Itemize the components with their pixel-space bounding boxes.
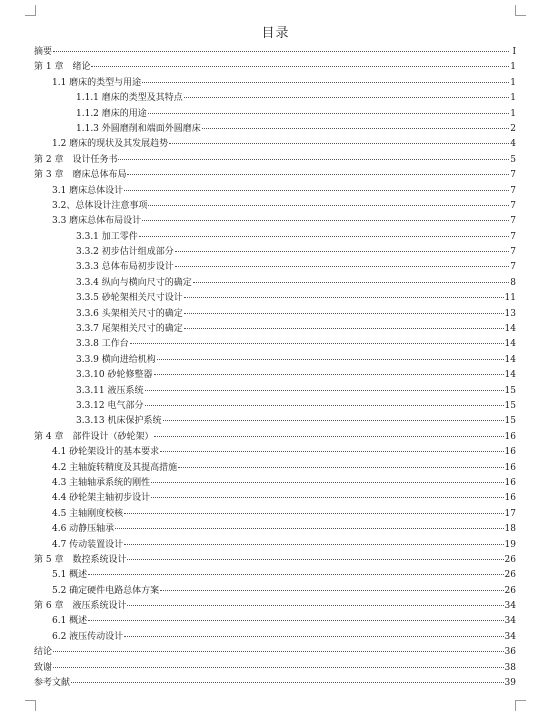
toc-entry-label: 1.1.2 磨床的用途 — [76, 108, 147, 119]
table-of-contents — [34, 45, 516, 691]
toc-entry[interactable] — [34, 260, 516, 275]
toc-entry-page-number: 1 — [510, 77, 516, 88]
dot-leader — [160, 451, 503, 452]
toc-entry[interactable] — [34, 368, 516, 383]
dot-leader — [53, 667, 504, 668]
dot-leader — [139, 236, 509, 237]
toc-entry-label: 致谢 — [34, 662, 53, 673]
toc-entry[interactable] — [34, 584, 516, 599]
toc-entry[interactable] — [34, 414, 516, 429]
toc-entry[interactable] — [34, 384, 516, 399]
toc-entry-page-number: 34 — [504, 631, 516, 642]
dot-leader — [169, 143, 509, 144]
toc-entry-page-number: 14 — [504, 339, 516, 350]
toc-entry-page-number: 7 — [510, 247, 516, 258]
toc-entry[interactable] — [34, 307, 516, 322]
toc-entry-label: 6.1 概述 — [52, 616, 88, 627]
toc-entry-page-number: 39 — [504, 678, 516, 689]
toc-entry[interactable] — [34, 476, 516, 491]
toc-entry-label: 第 3 章 磨床总体布局 — [34, 170, 127, 181]
dot-leader — [184, 328, 504, 329]
toc-entry-label: 4.7 传动装置设计 — [52, 539, 124, 550]
toc-entry-label: 参考文献 — [34, 678, 71, 689]
toc-entry[interactable] — [34, 76, 516, 91]
toc-entry[interactable] — [34, 184, 516, 199]
toc-entry-label: 摘要 — [34, 47, 53, 57]
toc-entry-page-number: 7 — [510, 185, 516, 196]
toc-entry-label: 1.1.1 磨床的类型及其特点 — [76, 93, 183, 104]
toc-entry[interactable] — [34, 507, 516, 522]
toc-entry-page-number: 14 — [504, 370, 516, 381]
toc-entry-page-number: 15 — [504, 385, 516, 396]
toc-entry[interactable] — [34, 461, 516, 476]
dot-leader — [88, 620, 503, 621]
toc-entry[interactable] — [34, 399, 516, 414]
toc-entry-label: 3.3.13 机床保护系统 — [76, 416, 162, 427]
toc-entry[interactable] — [34, 214, 516, 229]
toc-entry[interactable] — [34, 553, 516, 568]
dot-leader — [160, 590, 503, 591]
toc-entry[interactable] — [34, 276, 516, 291]
dot-leader — [184, 313, 504, 314]
toc-entry-label: 3.3.3 总体布局初步设计 — [76, 262, 174, 273]
dot-leader — [145, 405, 504, 406]
toc-entry[interactable] — [34, 630, 516, 645]
toc-entry[interactable] — [34, 91, 516, 106]
toc-entry-page-number: I — [512, 47, 516, 57]
toc-entry-page-number: 14 — [504, 354, 516, 365]
toc-entry-label: 4.4 砂轮架主轴初步设计 — [52, 493, 151, 504]
toc-entry[interactable] — [34, 568, 516, 583]
toc-entry-label: 3.3.4 纵向与横向尺寸的确定 — [76, 277, 192, 288]
toc-entry-page-number: 16 — [504, 431, 516, 442]
dot-leader — [124, 190, 509, 191]
toc-entry-label: 3.3.1 加工零件 — [76, 231, 138, 242]
toc-entry[interactable] — [34, 522, 516, 537]
toc-entry-label: 结论 — [34, 647, 53, 658]
page-corner-mark-top-left — [25, 5, 36, 16]
toc-entry-page-number: 11 — [504, 293, 516, 304]
toc-entry-label: 3.3.2 初步估计组成部分 — [76, 247, 174, 258]
dot-leader — [184, 297, 504, 298]
toc-entry-label: 3.3.12 电气部分 — [76, 400, 144, 411]
toc-entry-label: 6.2 液压传动设计 — [52, 631, 124, 642]
toc-entry-label: 第 2 章 设计任务书 — [34, 154, 118, 165]
toc-entry-label: 4.6 动静压轴承 — [52, 524, 115, 535]
toc-entry-page-number: 16 — [504, 477, 516, 488]
toc-entry-label: 5.1 概述 — [52, 570, 88, 581]
dot-leader — [157, 359, 504, 360]
toc-entry-page-number: 34 — [504, 616, 516, 627]
toc-entry[interactable] — [34, 430, 516, 445]
toc-entry-label: 4.3 主轴轴承系统的刚性 — [52, 477, 151, 488]
toc-entry-label: 3.1 磨床总体设计 — [52, 185, 124, 196]
toc-entry-page-number: 4 — [510, 139, 516, 150]
dot-leader — [53, 651, 504, 652]
toc-entry-page-number: 16 — [504, 493, 516, 504]
toc-entry-page-number: 34 — [504, 601, 516, 612]
toc-entry[interactable] — [34, 322, 516, 337]
dot-leader — [71, 682, 504, 683]
toc-entry[interactable] — [34, 107, 516, 122]
toc-entry[interactable] — [34, 122, 516, 137]
toc-entry-label: 第 6 章 液压系统设计 — [34, 601, 127, 612]
dot-leader — [127, 605, 503, 606]
toc-entry-page-number: 17 — [504, 508, 516, 519]
toc-entry-label: 5.2 确定硬件电路总体方案 — [52, 585, 160, 596]
toc-entry[interactable] — [34, 491, 516, 506]
dot-leader — [91, 66, 509, 67]
toc-entry-page-number: 19 — [504, 539, 516, 550]
toc-entry-label: 3.3.11 液压系统 — [76, 385, 144, 396]
toc-entry[interactable] — [34, 230, 516, 245]
toc-entry[interactable] — [34, 614, 516, 629]
toc-entry[interactable] — [34, 45, 516, 60]
toc-entry-page-number: 1 — [510, 62, 516, 73]
toc-entry-page-number: 26 — [504, 554, 516, 565]
dot-leader — [193, 282, 509, 283]
toc-entry[interactable] — [34, 353, 516, 368]
toc-entry-label: 1.1 磨床的类型与用途 — [52, 77, 142, 88]
page-corner-mark-bottom-left — [25, 700, 36, 711]
toc-entry-label: 4.5 主轴刚度校核 — [52, 508, 124, 519]
toc-entry-page-number: 7 — [510, 216, 516, 227]
page-title: 目录 — [261, 26, 290, 41]
dot-leader — [127, 559, 503, 560]
toc-entry-label: 3.3.10 砂轮修整器 — [76, 370, 153, 381]
toc-entry-page-number: 26 — [504, 585, 516, 596]
toc-entry-page-number: 14 — [504, 324, 516, 335]
toc-entry-page-number: 8 — [510, 277, 516, 288]
toc-entry-page-number: 7 — [510, 231, 516, 242]
dot-leader — [154, 374, 504, 375]
toc-entry[interactable] — [34, 676, 516, 691]
dot-leader — [127, 174, 509, 175]
toc-entry-page-number: 15 — [504, 400, 516, 411]
toc-entry-label: 3.3.7 尾架相关尺寸的确定 — [76, 324, 183, 335]
toc-entry-page-number: 7 — [510, 170, 516, 181]
toc-entry-label: 3.3.9 横向进给机构 — [76, 354, 156, 365]
toc-entry[interactable] — [34, 60, 516, 75]
dot-leader — [88, 574, 503, 575]
toc-entry-page-number: 36 — [504, 647, 516, 658]
toc-entry-label: 3.3 磨床总体布局设计 — [52, 216, 142, 227]
dot-leader — [142, 82, 509, 83]
dot-leader — [148, 113, 509, 114]
dot-leader — [130, 343, 504, 344]
toc-entry-page-number: 1 — [510, 108, 516, 119]
toc-entry-label: 4.2 主轴旋转精度及其提高措施 — [52, 462, 178, 473]
toc-entry[interactable] — [34, 337, 516, 352]
toc-entry-label: 1.1.3 外圆磨削和端面外圆磨床 — [76, 123, 201, 134]
toc-entry[interactable] — [34, 445, 516, 460]
dot-leader — [151, 482, 503, 483]
toc-entry[interactable] — [34, 199, 516, 214]
toc-entry-label: 3.3.8 工作台 — [76, 339, 129, 350]
dot-leader — [151, 497, 503, 498]
dot-leader — [175, 251, 509, 252]
dot-leader — [154, 436, 503, 437]
toc-entry-label: 1.2 磨床的现状及其发展趋势 — [52, 139, 169, 150]
toc-entry-page-number: 1 — [510, 93, 516, 104]
toc-entry-page-number: 38 — [504, 662, 516, 673]
toc-entry-page-number: 16 — [504, 462, 516, 473]
toc-entry-page-number: 13 — [504, 308, 516, 319]
toc-entry-label: 3.3.6 头架相关尺寸的确定 — [76, 308, 183, 319]
toc-entry-page-number: 7 — [510, 200, 516, 211]
toc-entry[interactable] — [34, 538, 516, 553]
page-corner-mark-bottom-right — [515, 700, 526, 711]
toc-entry-label: 3.3.5 砂轮架相关尺寸设计 — [76, 293, 183, 304]
toc-entry-label: 3.2、总体设计注意事项 — [52, 200, 148, 211]
toc-entry-page-number: 18 — [504, 524, 516, 535]
toc-entry-page-number: 2 — [510, 123, 516, 134]
dot-leader — [124, 636, 503, 637]
toc-entry[interactable] — [34, 168, 516, 183]
dot-leader — [118, 159, 509, 160]
dot-leader — [163, 420, 504, 421]
page-corner-mark-top-right — [515, 5, 526, 16]
dot-leader — [142, 220, 509, 221]
dot-leader — [184, 97, 509, 98]
dot-leader — [53, 51, 509, 52]
toc-entry-label: 第 1 章 绪论 — [34, 62, 91, 73]
toc-entry[interactable] — [34, 245, 516, 260]
toc-entry[interactable] — [34, 661, 516, 676]
toc-entry[interactable] — [34, 153, 516, 168]
dot-leader — [178, 467, 503, 468]
dot-leader — [124, 544, 503, 545]
toc-entry-page-number: 15 — [504, 416, 516, 427]
toc-entry-page-number: 7 — [510, 262, 516, 273]
toc-entry[interactable] — [34, 645, 516, 660]
toc-entry-page-number: 16 — [504, 447, 516, 458]
dot-leader — [115, 528, 503, 529]
toc-entry-page-number: 5 — [510, 154, 516, 165]
toc-entry-label: 第 5 章 数控系统设计 — [34, 554, 127, 565]
toc-entry-label: 4.1 砂轮架设计的基本要求 — [52, 447, 160, 458]
toc-entry-page-number: 26 — [504, 570, 516, 581]
toc-entry-label: 第 4 章 部件设计（砂轮架） — [34, 431, 154, 442]
dot-leader — [202, 128, 509, 129]
toc-entry[interactable] — [34, 599, 516, 614]
dot-leader — [175, 266, 509, 267]
toc-entry[interactable] — [34, 137, 516, 152]
dot-leader — [124, 513, 503, 514]
toc-entry[interactable] — [34, 291, 516, 306]
dot-leader — [145, 390, 504, 391]
dot-leader — [148, 205, 509, 206]
